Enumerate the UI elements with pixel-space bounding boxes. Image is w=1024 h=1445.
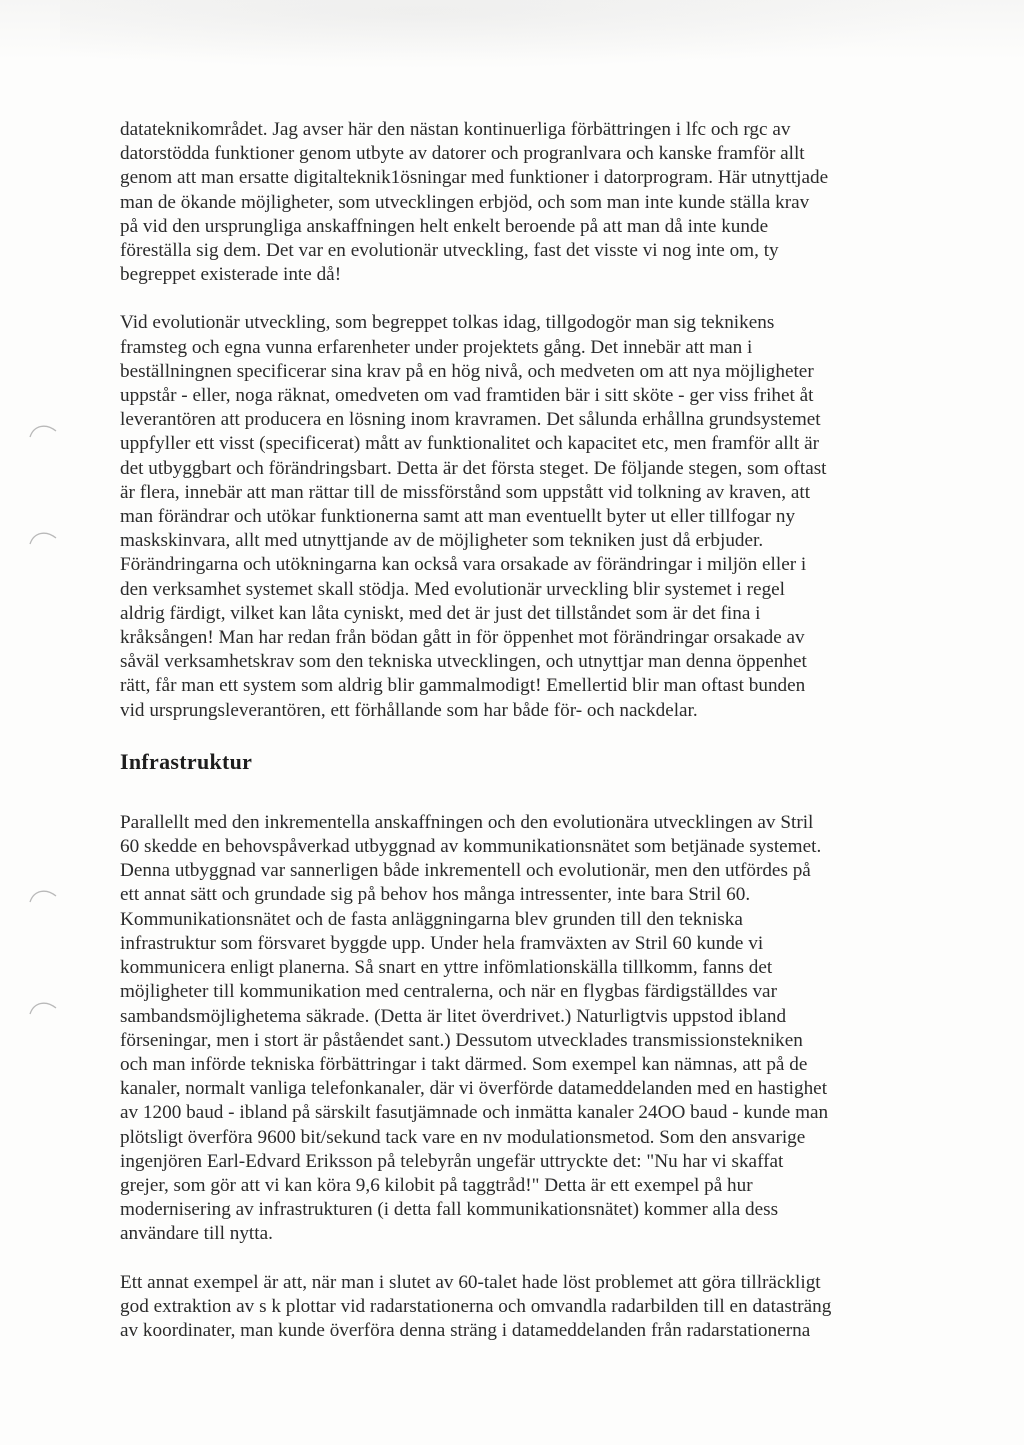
punch-hole-mark — [24, 880, 64, 920]
section-heading-infrastructure: Infrastruktur — [120, 748, 253, 774]
paragraph-gap — [120, 1247, 920, 1271]
scan-shadow — [60, 0, 960, 70]
punch-hole-mark — [24, 992, 64, 1032]
paragraph-gap — [120, 287, 920, 311]
paragraph-another-example: Ett annat exempel är att, när man i slutet av 60-talet hade löst problemet att göra tillräckligt god extraktion av s k plottar vid radarstationerna och omvandla radarbilden till en datasträng av koordinater, man kunde överföra denna sträng i datameddelanden från radarstationerna — [120, 1271, 832, 1341]
paragraph-infrastructure: Parallellt med den inkrementella anskaffningen och den evolutionära utvecklingen av Stril 60 skedde en behovspåverkad utbyggnad av kommunikationsnätet som betjänade systemet. Denna utbyggnad var sannerligen både inkrementell och evolutionär, men den utfördes på ett annat sätt och grundade sig på behov hos många intressenter, inte bara Stril 60. Kommunikationsnätet och de fasta anläggningarna blev grunden till den tekniska infrastruktur som försvaret byggde upp. Under hela framväxten av Stril 60 kunde vi kommunicera enligt planerna. Så snart en yttre infömlationskälla tillkomm, fanns det möjligheter till kommunikation med centralerna, och när en flygbas färdigställdes var sambandsmöjlighetema säkrade. (Detta är litet överdrivet.) Naturligtvis uppstod ibland förseningar, men i stort är påståendet sant.) Dessutom utvecklades transmissionstekniken och man införde tekniska förbättringar i takt därmed. Som exempel kan nämnas, att på de kanaler, normalt vanliga telefonkanaler, där vi överförde datameddelanden med en hastighet av 1200 baud - ibland på särskilt fasutjämnade och inmätta kanaler 24OO baud - kunde man plötsligt överföra 9600 bit/sekund tack vare en nv modulationsmetod. Som den ansvarige ingenjören Earl-Edvard Eriksson på telebyrån ungefär uttryckte det: "Nu har vi skaffat grejer, som gör att vi kan köra 9,6 kilobit på taggtråd!" Detta är ett exempel på hur modernisering av infrastrukturen (i detta fall kommunikationsnätet) kommer alla dess användare till nytta. — [120, 811, 829, 1245]
punch-hole-mark — [24, 522, 64, 562]
document-body — [120, 118, 920, 1343]
paragraph-continuation: datateknikområdet. Jag avser här den nästan kontinuerliga förbättringen i lfc och rgc av datorstödda funktioner genom utbyte av datorer och progranlvara och kanske framför allt genom att man ersatte digitalteknik1ösningar med funktioner i datorprogram. Här utnyttjade man de ökande möjligheter, som utvecklingen erbjöd, och som man inte kunde ställa krav på vid den ursprungliga anskaffningen helt enkelt beroende på att man då inte kunde föreställa sig dem. Det var en evolutionär utveckling, fast det visste vi nog inte om, ty begreppet existerade inte då! — [120, 119, 829, 286]
punch-hole-mark — [24, 415, 64, 455]
paragraph-evolutionary-development: Vid evolutionär utveckling, som begreppet tolkas idag, tillgodogör man sig teknikens framsteg och egna vunna erfarenheter under projektets gång. Det innebär att man i beställningnen specificerar sina krav på en hög nivå, och medveten om att nya möjligheter uppstår - eller, noga räknat, omedveten om vad framtiden bär i sitt sköte - ger viss frihet åt leverantören att producera en lösning inom kravramen. Det sålunda erhållna grundsystemet uppfyller ett visst (specificerat) mått av funktionalitet och kapacitet etc, men framför allt är det utbyggbart och förändringsbart. Detta är det första steget. De följande stegen, som oftast är flera, innebär att man rättar till de missförstånd som uppstått vid tolkning av kraven, att man förändrar och utökar funktionerna samt att man eventuellt byter ut eller tillfogar ny maskskinvara, allt med utnyttjande av de möjligheter som tekniken just då erbjuder. Förändringarna och utökningarna kan också vara orsakade av förändringar i miljön eller i den verksamhet systemet skall stödja. Med evolutionär urveckling blir systemet i regel aldrig färdigt, vilket kan låta cyniskt, med det är just det tillståndet som är det fina i kråksången! Man har redan från bödan gått in för öppenhet mot förändringar orsakade av såväl verksamhetskrav som den tekniska utvecklingen, och utnyttjar man denna öppenhet rätt, får man ett system som aldrig blir gammalmodigt! Emellertid blir man oftast bunden vid ursprungsleverantören, ett förhållande som har både för- och nackdelar. — [120, 312, 827, 721]
